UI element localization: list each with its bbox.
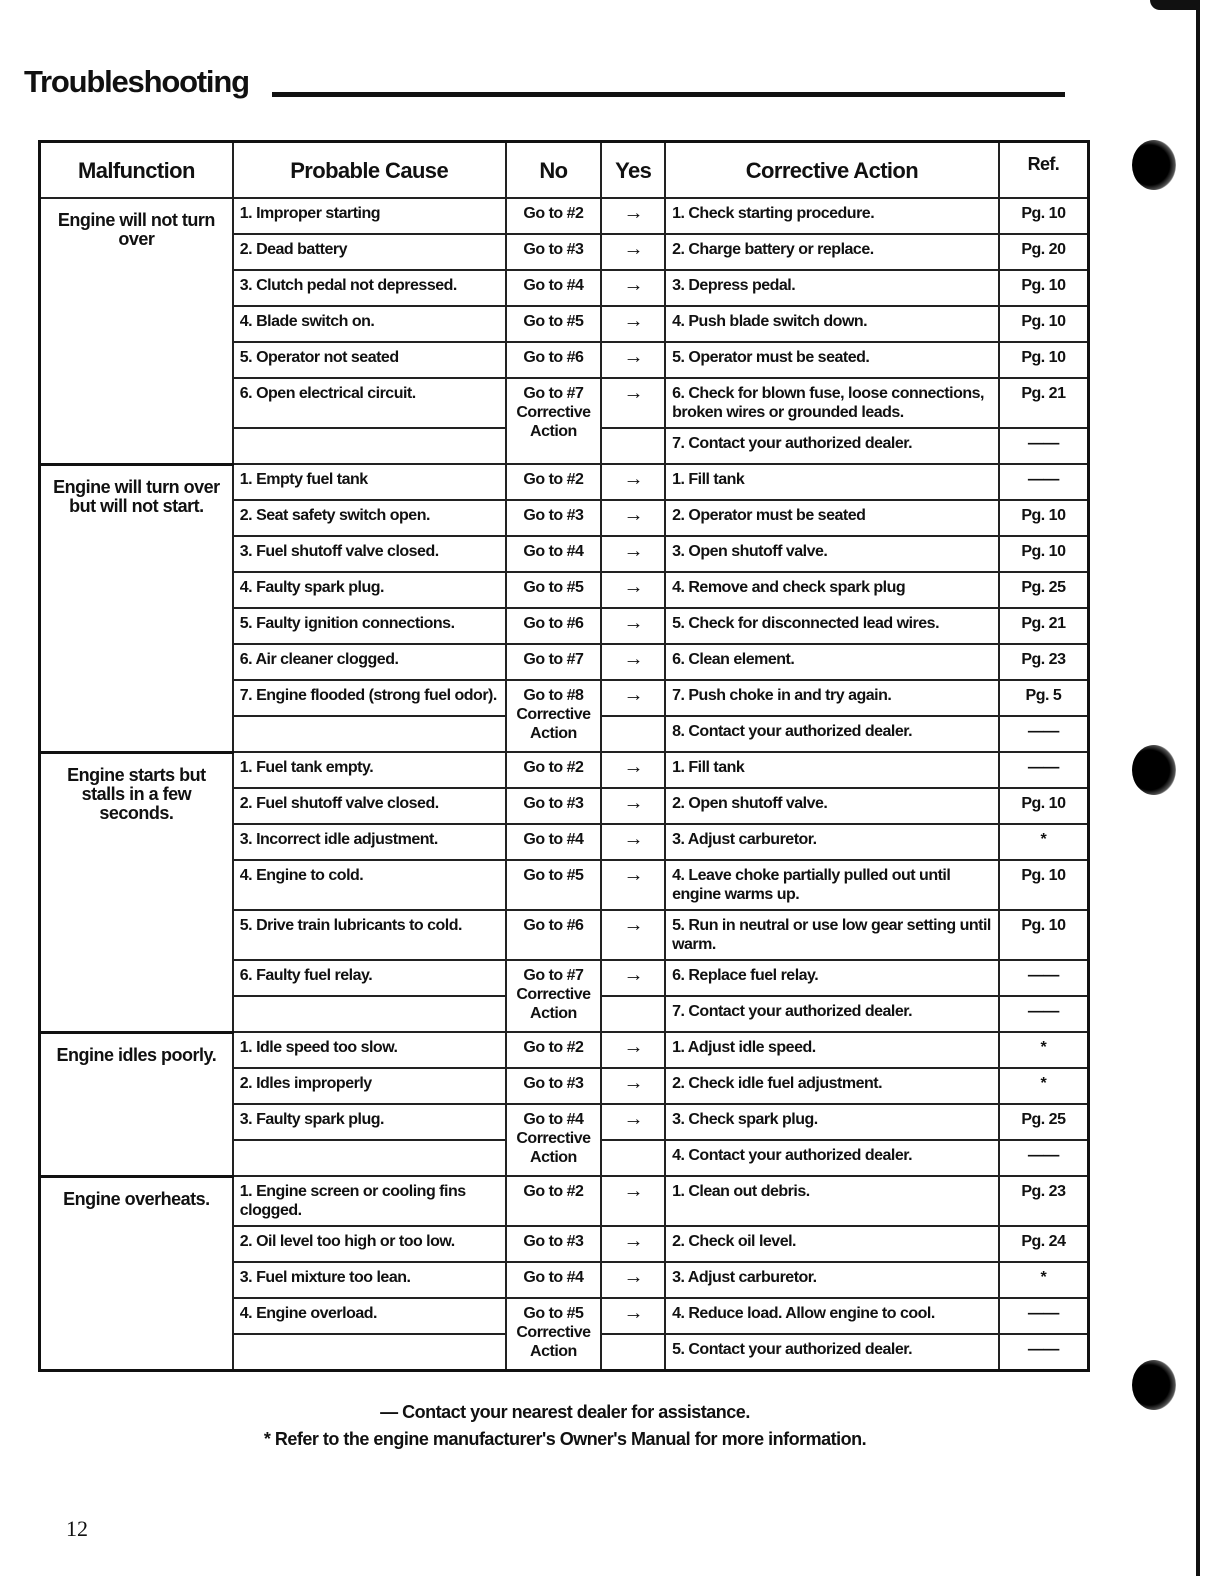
action-cell: 7. Contact your authorized dealer.: [665, 428, 999, 464]
cause-cell: [233, 1334, 506, 1371]
cause-cell: 1. Idle speed too slow.: [233, 1032, 506, 1068]
table-body: [40, 198, 1089, 1371]
yes-arrow-icon: →: [601, 1298, 665, 1334]
page-number: 12: [66, 1516, 88, 1541]
table-row: [40, 752, 1089, 788]
action-cell: 2. Check idle fuel adjustment.: [665, 1068, 999, 1104]
cause-cell: 1. Fuel tank empty.: [233, 752, 506, 788]
ref-cell: Pg. 10: [999, 860, 1089, 910]
no-cell: Go to #2: [506, 198, 602, 234]
no-cell: Go to #2: [506, 752, 602, 788]
yes-arrow-icon: [601, 716, 665, 752]
ref-cell: Pg. 23: [999, 1176, 1089, 1226]
action-cell: 6. Replace fuel relay.: [665, 960, 999, 996]
cause-cell: 3. Fuel mixture too lean.: [233, 1262, 506, 1298]
no-cell: Go to #4 Corrective Action: [506, 1104, 602, 1176]
header-action: Corrective Action: [665, 142, 999, 199]
malfunction-cell: Engine idles poorly.: [40, 1032, 233, 1176]
no-cell: Go to #4: [506, 270, 602, 306]
ref-cell: *: [999, 1068, 1089, 1104]
ref-cell: ——: [999, 716, 1089, 752]
yes-arrow-icon: →: [601, 198, 665, 234]
yes-arrow-icon: →: [601, 1176, 665, 1226]
malfunction-cell: Engine will not turn over: [40, 198, 233, 464]
ref-cell: *: [999, 1262, 1089, 1298]
ref-cell: ——: [999, 428, 1089, 464]
yes-arrow-icon: →: [601, 270, 665, 306]
no-cell: Go to #2: [506, 1032, 602, 1068]
ref-cell: Pg. 10: [999, 270, 1089, 306]
cause-cell: 6. Faulty fuel relay.: [233, 960, 506, 996]
cause-cell: 1. Improper starting: [233, 198, 506, 234]
action-cell: 4. Leave choke partially pulled out until engine warms up.: [665, 860, 999, 910]
ref-cell: Pg. 10: [999, 788, 1089, 824]
no-cell: Go to #3: [506, 234, 602, 270]
cause-cell: 5. Drive train lubricants to cold.: [233, 910, 506, 960]
cause-cell: [233, 1140, 506, 1176]
cause-cell: 5. Operator not seated: [233, 342, 506, 378]
ref-cell: Pg. 21: [999, 378, 1089, 428]
cause-cell: 6. Air cleaner clogged.: [233, 644, 506, 680]
malfunction-cell: Engine overheats.: [40, 1176, 233, 1371]
no-cell: Go to #6: [506, 910, 602, 960]
yes-arrow-icon: →: [601, 234, 665, 270]
ref-cell: Pg. 21: [999, 608, 1089, 644]
cause-cell: 4. Engine to cold.: [233, 860, 506, 910]
cause-cell: [233, 996, 506, 1032]
header-cause: Probable Cause: [233, 142, 506, 199]
ref-cell: Pg. 10: [999, 910, 1089, 960]
yes-arrow-icon: →: [601, 1068, 665, 1104]
no-cell: Go to #7: [506, 644, 602, 680]
page-edge-line: [1196, 0, 1200, 1576]
cause-cell: 3. Faulty spark plug.: [233, 1104, 506, 1140]
no-cell: Go to #3: [506, 788, 602, 824]
action-cell: 2. Check oil level.: [665, 1226, 999, 1262]
malfunction-cell: Engine starts but stalls in a few seconds.: [40, 752, 233, 1032]
cause-cell: 4. Blade switch on.: [233, 306, 506, 342]
ref-cell: Pg. 24: [999, 1226, 1089, 1262]
no-cell: Go to #3: [506, 1226, 602, 1262]
action-cell: 6. Check for blown fuse, loose connections, broken wires or grounded leads.: [665, 378, 999, 428]
cause-cell: 4. Faulty spark plug.: [233, 572, 506, 608]
action-cell: 1. Adjust idle speed.: [665, 1032, 999, 1068]
table-row: [40, 1032, 1089, 1068]
yes-arrow-icon: →: [601, 824, 665, 860]
yes-arrow-icon: →: [601, 536, 665, 572]
yes-arrow-icon: →: [601, 342, 665, 378]
ref-cell: Pg. 23: [999, 644, 1089, 680]
yes-arrow-icon: →: [601, 680, 665, 716]
binder-hole: [1132, 745, 1176, 795]
ref-cell: Pg. 10: [999, 306, 1089, 342]
yes-arrow-icon: →: [601, 464, 665, 500]
cause-cell: 2. Oil level too high or too low.: [233, 1226, 506, 1262]
action-cell: 1. Fill tank: [665, 752, 999, 788]
action-cell: 7. Push choke in and try again.: [665, 680, 999, 716]
header-ref: Ref.: [999, 142, 1089, 199]
no-cell: Go to #8 Corrective Action: [506, 680, 602, 752]
ref-cell: Pg. 5: [999, 680, 1089, 716]
action-cell: 6. Clean element.: [665, 644, 999, 680]
action-cell: 2. Charge battery or replace.: [665, 234, 999, 270]
ref-cell: *: [999, 1032, 1089, 1068]
cause-cell: 1. Engine screen or cooling fins clogged.: [233, 1176, 506, 1226]
no-cell: Go to #5 Corrective Action: [506, 1298, 602, 1371]
action-cell: 5. Operator must be seated.: [665, 342, 999, 378]
action-cell: 5. Contact your authorized dealer.: [665, 1334, 999, 1371]
yes-arrow-icon: →: [601, 500, 665, 536]
yes-arrow-icon: [601, 428, 665, 464]
malfunction-cell: Engine will turn over but will not start.: [40, 464, 233, 752]
yes-arrow-icon: [601, 1334, 665, 1371]
no-cell: Go to #6: [506, 608, 602, 644]
yes-arrow-icon: →: [601, 860, 665, 910]
cause-cell: 3. Incorrect idle adjustment.: [233, 824, 506, 860]
header-no: No: [506, 142, 602, 199]
action-cell: 2. Open shutoff valve.: [665, 788, 999, 824]
action-cell: 3. Adjust carburetor.: [665, 824, 999, 860]
ref-cell: Pg. 25: [999, 1104, 1089, 1140]
table-row: [40, 1176, 1089, 1226]
troubleshooting-table: [38, 140, 1090, 1372]
yes-arrow-icon: →: [601, 378, 665, 428]
yes-arrow-icon: →: [601, 910, 665, 960]
yes-arrow-icon: →: [601, 1262, 665, 1298]
no-cell: Go to #5: [506, 306, 602, 342]
ref-cell: Pg. 25: [999, 572, 1089, 608]
ref-cell: Pg. 10: [999, 342, 1089, 378]
note-asterisk: * Refer to the engine manufacturer's Owner's Manual for more information.: [263, 1429, 867, 1449]
ref-cell: ——: [999, 1334, 1089, 1371]
ref-cell: ——: [999, 1140, 1089, 1176]
yes-arrow-icon: →: [601, 1104, 665, 1140]
yes-arrow-icon: →: [601, 960, 665, 996]
yes-arrow-icon: →: [601, 306, 665, 342]
cause-cell: 2. Fuel shutoff valve closed.: [233, 788, 506, 824]
action-cell: 4. Remove and check spark plug: [665, 572, 999, 608]
cause-cell: [233, 428, 506, 464]
yes-arrow-icon: →: [601, 608, 665, 644]
action-cell: 3. Adjust carburetor.: [665, 1262, 999, 1298]
action-cell: 3. Depress pedal.: [665, 270, 999, 306]
yes-arrow-icon: →: [601, 572, 665, 608]
no-cell: Go to #4: [506, 536, 602, 572]
yes-arrow-icon: →: [601, 788, 665, 824]
no-cell: Go to #3: [506, 500, 602, 536]
no-cell: Go to #2: [506, 1176, 602, 1226]
page-title: Troubleshooting: [24, 64, 249, 99]
no-cell: Go to #5: [506, 860, 602, 910]
ref-cell: ——: [999, 1298, 1089, 1334]
no-cell: Go to #4: [506, 824, 602, 860]
action-cell: 4. Contact your authorized dealer.: [665, 1140, 999, 1176]
ref-cell: Pg. 10: [999, 500, 1089, 536]
cause-cell: 2. Seat safety switch open.: [233, 500, 506, 536]
action-cell: 3. Open shutoff valve.: [665, 536, 999, 572]
header-malfunction: Malfunction: [40, 142, 233, 199]
no-cell: Go to #4: [506, 1262, 602, 1298]
action-cell: 4. Reduce load. Allow engine to cool.: [665, 1298, 999, 1334]
action-cell: 1. Clean out debris.: [665, 1176, 999, 1226]
ref-cell: ——: [999, 752, 1089, 788]
action-cell: 8. Contact your authorized dealer.: [665, 716, 999, 752]
ref-cell: ——: [999, 960, 1089, 996]
cause-cell: 5. Faulty ignition connections.: [233, 608, 506, 644]
no-cell: Go to #5: [506, 572, 602, 608]
cause-cell: [233, 716, 506, 752]
no-cell: Go to #6: [506, 342, 602, 378]
table-row: [40, 198, 1089, 234]
action-cell: 4. Push blade switch down.: [665, 306, 999, 342]
binder-hole: [1132, 1360, 1176, 1410]
page-edge-shadow: [1150, 0, 1200, 10]
ref-cell: Pg. 10: [999, 198, 1089, 234]
no-cell: Go to #7 Corrective Action: [506, 960, 602, 1032]
binder-hole: [1132, 140, 1176, 190]
action-cell: 1. Check starting procedure.: [665, 198, 999, 234]
title-rule: [272, 92, 1065, 97]
note-dash: — Contact your nearest dealer for assistance.: [380, 1402, 750, 1422]
ref-cell: Pg. 10: [999, 536, 1089, 572]
no-cell: Go to #7 Corrective Action: [506, 378, 602, 464]
yes-arrow-icon: →: [601, 1032, 665, 1068]
action-cell: 1. Fill tank: [665, 464, 999, 500]
yes-arrow-icon: →: [601, 1226, 665, 1262]
yes-arrow-icon: →: [601, 752, 665, 788]
cause-cell: 6. Open electrical circuit.: [233, 378, 506, 428]
cause-cell: 2. Dead battery: [233, 234, 506, 270]
cause-cell: 3. Fuel shutoff valve closed.: [233, 536, 506, 572]
action-cell: 7. Contact your authorized dealer.: [665, 996, 999, 1032]
cause-cell: 3. Clutch pedal not depressed.: [233, 270, 506, 306]
ref-cell: ——: [999, 464, 1089, 500]
action-cell: 2. Operator must be seated: [665, 500, 999, 536]
no-cell: Go to #3: [506, 1068, 602, 1104]
yes-arrow-icon: [601, 1140, 665, 1176]
ref-cell: *: [999, 824, 1089, 860]
table-row: [40, 464, 1089, 500]
action-cell: 3. Check spark plug.: [665, 1104, 999, 1140]
yes-arrow-icon: [601, 996, 665, 1032]
no-cell: Go to #2: [506, 464, 602, 500]
cause-cell: 1. Empty fuel tank: [233, 464, 506, 500]
yes-arrow-icon: →: [601, 644, 665, 680]
action-cell: 5. Check for disconnected lead wires.: [665, 608, 999, 644]
action-cell: 5. Run in neutral or use low gear setting until warm.: [665, 910, 999, 960]
cause-cell: 4. Engine overload.: [233, 1298, 506, 1334]
cause-cell: 2. Idles improperly: [233, 1068, 506, 1104]
header-yes: Yes: [601, 142, 665, 199]
ref-cell: ——: [999, 996, 1089, 1032]
cause-cell: 7. Engine flooded (strong fuel odor).: [233, 680, 506, 716]
ref-cell: Pg. 20: [999, 234, 1089, 270]
header-row: [40, 142, 1089, 199]
